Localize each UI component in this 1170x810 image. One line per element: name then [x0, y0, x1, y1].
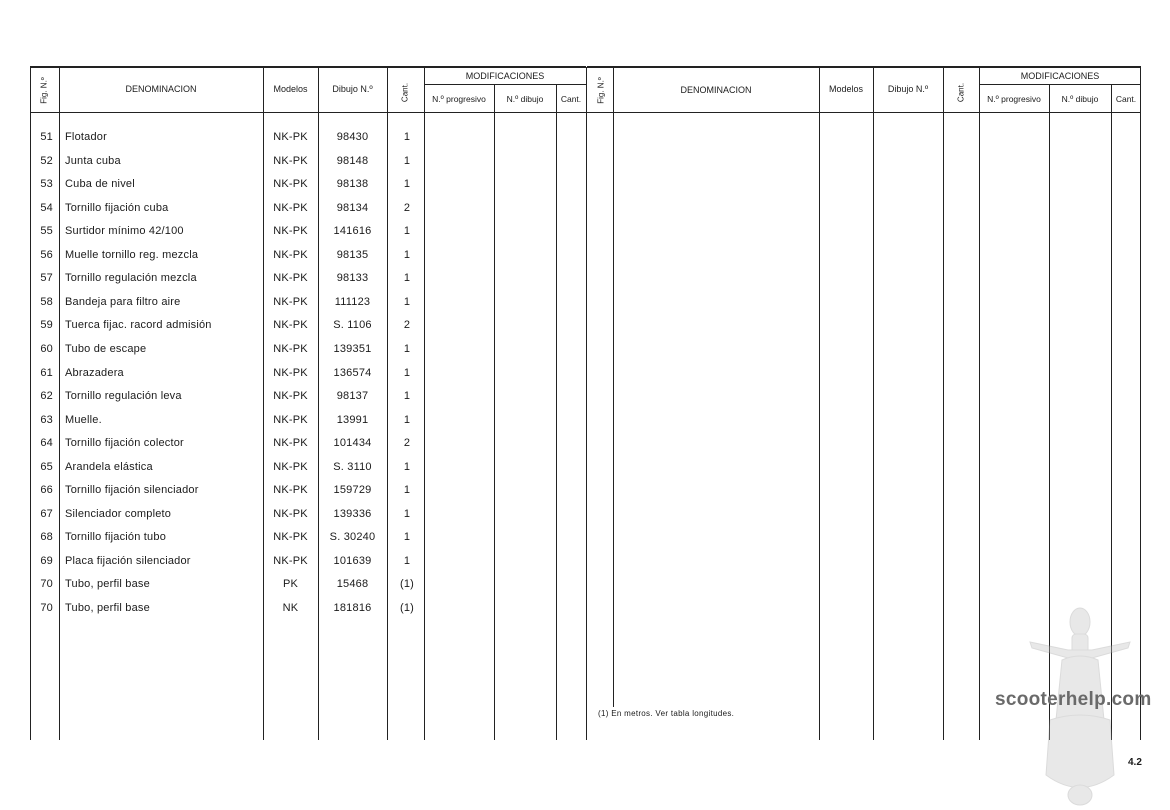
- part-name: Tubo, perfil base: [65, 602, 150, 614]
- part-model: NK-PK: [273, 508, 308, 520]
- part-model: NK-PK: [273, 202, 308, 214]
- page-number: 4.2: [1128, 757, 1142, 768]
- part-drawing: S. 3110: [333, 461, 372, 473]
- part-quantity: (1): [399, 578, 415, 590]
- part-quantity: (1): [399, 602, 415, 614]
- header-denominacion-right: DENOMINACION: [680, 85, 752, 95]
- part-quantity: 2: [403, 202, 411, 214]
- mod-subrule-right: [979, 84, 1141, 85]
- part-name: Cuba de nivel: [65, 178, 135, 190]
- part-name: Surtidor mínimo 42/100: [65, 225, 184, 237]
- fig-number: 61: [40, 367, 53, 379]
- fig-number: 52: [40, 155, 53, 167]
- part-name: Tubo de escape: [65, 343, 147, 355]
- part-quantity: 1: [403, 508, 411, 520]
- part-model: NK-PK: [273, 484, 308, 496]
- header-modelos-right: Modelos: [828, 84, 864, 94]
- part-quantity: 1: [403, 531, 411, 543]
- part-drawing: 181816: [333, 602, 372, 614]
- part-model: PK: [282, 578, 299, 590]
- part-drawing: 139336: [333, 508, 372, 520]
- part-name: Tornillo regulación leva: [65, 390, 182, 402]
- part-quantity: 1: [403, 484, 411, 496]
- header-progresivo-right: N.º progresivo: [987, 94, 1041, 104]
- fig-number: 53: [40, 178, 53, 190]
- header-bottom-right: [587, 112, 1141, 113]
- part-name: Tubo, perfil base: [65, 578, 150, 590]
- part-quantity: 1: [403, 414, 411, 426]
- part-model: NK-PK: [273, 437, 308, 449]
- part-model: NK: [282, 602, 299, 614]
- part-quantity: 1: [403, 155, 411, 167]
- part-name: Abrazadera: [65, 367, 124, 379]
- col-line: [494, 85, 495, 740]
- col-line: [819, 67, 820, 740]
- col-line: [979, 67, 980, 740]
- part-quantity: 1: [403, 461, 411, 473]
- header-mod-cant-left: Cant.: [560, 94, 582, 104]
- part-drawing: 111123: [334, 296, 371, 308]
- fig-number: 55: [40, 225, 53, 237]
- fig-number: 68: [40, 531, 53, 543]
- col-line: [556, 85, 557, 740]
- part-drawing: 141616: [333, 225, 372, 237]
- part-drawing: 98134: [336, 202, 369, 214]
- header-progresivo-left: N.º progresivo: [432, 94, 486, 104]
- part-drawing: S. 1106: [333, 319, 372, 331]
- fig-number: 54: [40, 202, 53, 214]
- col-line: [943, 67, 944, 740]
- part-name: Tornillo fijación colector: [65, 437, 184, 449]
- part-drawing: 139351: [333, 343, 372, 355]
- part-name: Tornillo fijación silenciador: [65, 484, 199, 496]
- part-name: Placa fijación silenciador: [65, 555, 191, 567]
- fig-number: 70: [40, 578, 53, 590]
- footnote: (1) En metros. Ver tabla longitudes.: [598, 709, 735, 718]
- part-quantity: 1: [403, 367, 411, 379]
- watermark-text: scooterhelp.com: [995, 689, 1152, 710]
- header-cant-right: Cant.: [956, 82, 966, 103]
- header-modificaciones-right: MODIFICACIONES: [1020, 71, 1100, 81]
- part-drawing: 136574: [333, 367, 372, 379]
- part-model: NK-PK: [273, 272, 308, 284]
- part-name: Silenciador completo: [65, 508, 172, 520]
- fig-number: 67: [40, 508, 53, 520]
- part-quantity: 1: [403, 343, 411, 355]
- part-model: NK-PK: [273, 131, 308, 143]
- part-quantity: 1: [403, 555, 411, 567]
- part-drawing: S. 30240: [329, 531, 376, 543]
- part-model: NK-PK: [273, 343, 308, 355]
- col-line: [613, 67, 614, 707]
- part-drawing: 98135: [336, 249, 369, 261]
- header-denominacion-left: DENOMINACION: [125, 84, 197, 94]
- part-model: NK-PK: [273, 367, 308, 379]
- header-modificaciones-left: MODIFICACIONES: [465, 71, 545, 81]
- part-name: Muelle tornillo reg. mezcla: [65, 249, 199, 261]
- part-quantity: 1: [403, 178, 411, 190]
- part-drawing: 98148: [336, 155, 369, 167]
- part-model: NK-PK: [273, 390, 308, 402]
- part-model: NK-PK: [273, 531, 308, 543]
- fig-number: 69: [40, 555, 53, 567]
- part-quantity: 1: [403, 249, 411, 261]
- part-name: Bandeja para filtro aire: [65, 296, 181, 308]
- fig-number: 64: [40, 437, 53, 449]
- part-drawing: 13991: [336, 414, 369, 426]
- part-name: Tornillo fijación cuba: [65, 202, 169, 214]
- col-line: [59, 67, 60, 740]
- header-mod-dibujo-right: N.º dibujo: [1061, 94, 1099, 104]
- part-quantity: 2: [403, 437, 411, 449]
- fig-number: 66: [40, 484, 53, 496]
- part-drawing: 98137: [336, 390, 369, 402]
- part-name: Junta cuba: [65, 155, 121, 167]
- part-name: Flotador: [65, 131, 107, 143]
- fig-number: 62: [40, 390, 53, 402]
- header-dibujo-left: Dibujo N.º: [332, 84, 373, 94]
- part-model: NK-PK: [273, 461, 308, 473]
- part-drawing: 101434: [333, 437, 372, 449]
- part-name: Tornillo fijación tubo: [65, 531, 167, 543]
- col-line: [1140, 67, 1141, 740]
- part-drawing: 98430: [336, 131, 369, 143]
- col-line: [586, 67, 587, 740]
- fig-number: 70: [40, 602, 53, 614]
- part-drawing: 159729: [333, 484, 372, 496]
- part-model: NK-PK: [273, 155, 308, 167]
- top-border-right: [587, 66, 1141, 68]
- part-quantity: 1: [403, 272, 411, 284]
- part-drawing: 101639: [333, 555, 372, 567]
- fig-number: 57: [40, 272, 53, 284]
- part-model: NK-PK: [273, 225, 308, 237]
- fig-number: 56: [40, 249, 53, 261]
- mod-subrule-left: [424, 84, 586, 85]
- part-name: Muelle.: [65, 414, 102, 426]
- part-model: NK-PK: [273, 414, 308, 426]
- part-drawing: 98138: [336, 178, 369, 190]
- fig-number: 58: [40, 296, 53, 308]
- part-model: NK-PK: [273, 178, 308, 190]
- part-model: NK-PK: [273, 319, 308, 331]
- part-drawing: 15468: [336, 578, 369, 590]
- header-cant-left: Cant.: [400, 82, 410, 103]
- top-border: [30, 66, 586, 68]
- part-model: NK-PK: [273, 555, 308, 567]
- header-dibujo-right: Dibujo N.º: [887, 84, 929, 94]
- part-model: NK-PK: [273, 249, 308, 261]
- part-name: Tuerca fijac. racord admisión: [65, 319, 212, 331]
- fig-number: 60: [40, 343, 53, 355]
- part-quantity: 1: [403, 296, 411, 308]
- fig-number: 63: [40, 414, 53, 426]
- fig-number: 51: [40, 131, 53, 143]
- fig-number: 65: [40, 461, 53, 473]
- header-fig-right: Fig. N.º: [596, 77, 606, 104]
- part-quantity: 2: [403, 319, 411, 331]
- part-quantity: 1: [403, 225, 411, 237]
- part-name: Tornillo regulación mezcla: [65, 272, 197, 284]
- part-quantity: 1: [403, 390, 411, 402]
- col-line: [873, 67, 874, 740]
- part-model: NK-PK: [273, 296, 308, 308]
- header-modelos-left: Modelos: [273, 84, 308, 94]
- header-bottom-left: [30, 112, 586, 113]
- fig-number: 59: [40, 319, 53, 331]
- header-mod-dibujo-left: N.º dibujo: [506, 94, 544, 104]
- header-mod-cant-right: Cant.: [1115, 94, 1137, 104]
- part-name: Arandela elástica: [65, 461, 153, 473]
- part-quantity: 1: [403, 131, 411, 143]
- part-drawing: 98133: [336, 272, 369, 284]
- header-fig-left: Fig. N.º: [39, 77, 49, 104]
